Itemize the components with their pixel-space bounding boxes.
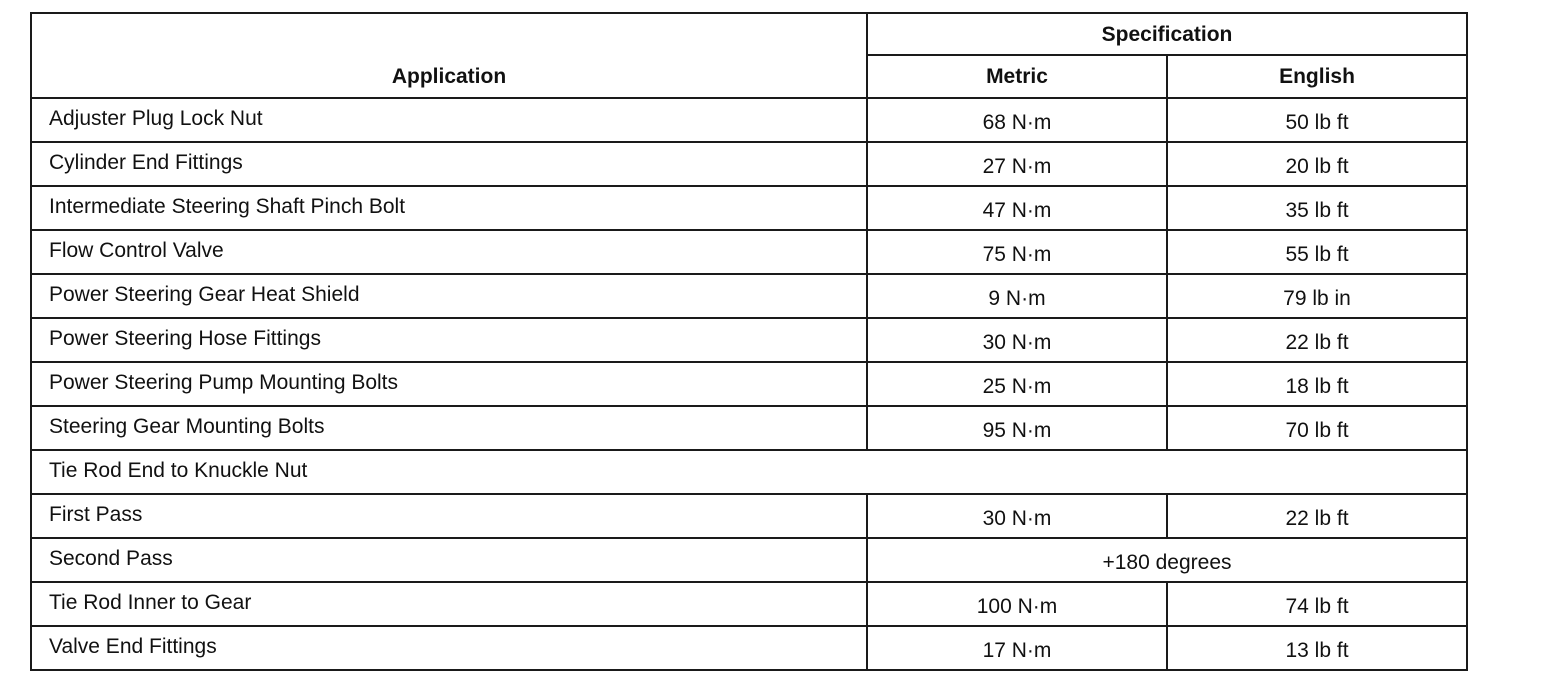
table-row xyxy=(31,98,1467,142)
header-row-top xyxy=(31,13,1467,55)
specification-header: Specification xyxy=(867,13,1467,55)
metric-cell: 30 N·m xyxy=(867,318,1167,362)
table-body xyxy=(31,98,1467,670)
table-row xyxy=(31,406,1467,450)
combined-spec-cell: +180 degrees xyxy=(867,538,1467,582)
application-cell: Flow Control Valve xyxy=(31,230,867,274)
metric-cell: 9 N·m xyxy=(867,274,1167,318)
metric-cell: 75 N·m xyxy=(867,230,1167,274)
table-row xyxy=(31,538,1467,582)
metric-cell: 47 N·m xyxy=(867,186,1167,230)
fastener-torque-table xyxy=(30,12,1468,671)
table-row xyxy=(31,582,1467,626)
metric-cell: 68 N·m xyxy=(867,98,1167,142)
table-header xyxy=(31,13,1467,98)
table-row xyxy=(31,494,1467,538)
application-cell: Power Steering Gear Heat Shield xyxy=(31,274,867,318)
metric-cell: 25 N·m xyxy=(867,362,1167,406)
application-cell: Valve End Fittings xyxy=(31,626,867,670)
metric-cell: 95 N·m xyxy=(867,406,1167,450)
group-heading-cell: Tie Rod End to Knuckle Nut xyxy=(31,450,1467,494)
english-cell: 18 lb ft xyxy=(1167,362,1467,406)
metric-header: Metric xyxy=(867,55,1167,98)
english-cell: 20 lb ft xyxy=(1167,142,1467,186)
table-group-row xyxy=(31,450,1467,494)
application-cell: Power Steering Pump Mounting Bolts xyxy=(31,362,867,406)
english-cell: 79 lb in xyxy=(1167,274,1467,318)
english-cell: 13 lb ft xyxy=(1167,626,1467,670)
application-cell: Cylinder End Fittings xyxy=(31,142,867,186)
metric-cell: 30 N·m xyxy=(867,494,1167,538)
table-row xyxy=(31,274,1467,318)
english-cell: 22 lb ft xyxy=(1167,318,1467,362)
table-row xyxy=(31,142,1467,186)
table-row xyxy=(31,362,1467,406)
metric-cell: 27 N·m xyxy=(867,142,1167,186)
application-cell: Power Steering Hose Fittings xyxy=(31,318,867,362)
application-cell: Tie Rod Inner to Gear xyxy=(31,582,867,626)
table-row xyxy=(31,186,1467,230)
english-cell: 74 lb ft xyxy=(1167,582,1467,626)
table-row xyxy=(31,318,1467,362)
english-cell: 55 lb ft xyxy=(1167,230,1467,274)
application-header: Application xyxy=(31,13,867,98)
metric-cell: 100 N·m xyxy=(867,582,1167,626)
table-row xyxy=(31,230,1467,274)
application-cell: Intermediate Steering Shaft Pinch Bolt xyxy=(31,186,867,230)
application-cell: Adjuster Plug Lock Nut xyxy=(31,98,867,142)
english-header: English xyxy=(1167,55,1467,98)
english-cell: 50 lb ft xyxy=(1167,98,1467,142)
metric-cell: 17 N·m xyxy=(867,626,1167,670)
table-row xyxy=(31,626,1467,670)
english-cell: 35 lb ft xyxy=(1167,186,1467,230)
english-cell: 70 lb ft xyxy=(1167,406,1467,450)
application-cell: First Pass xyxy=(31,494,867,538)
application-cell: Steering Gear Mounting Bolts xyxy=(31,406,867,450)
english-cell: 22 lb ft xyxy=(1167,494,1467,538)
application-cell: Second Pass xyxy=(31,538,867,582)
